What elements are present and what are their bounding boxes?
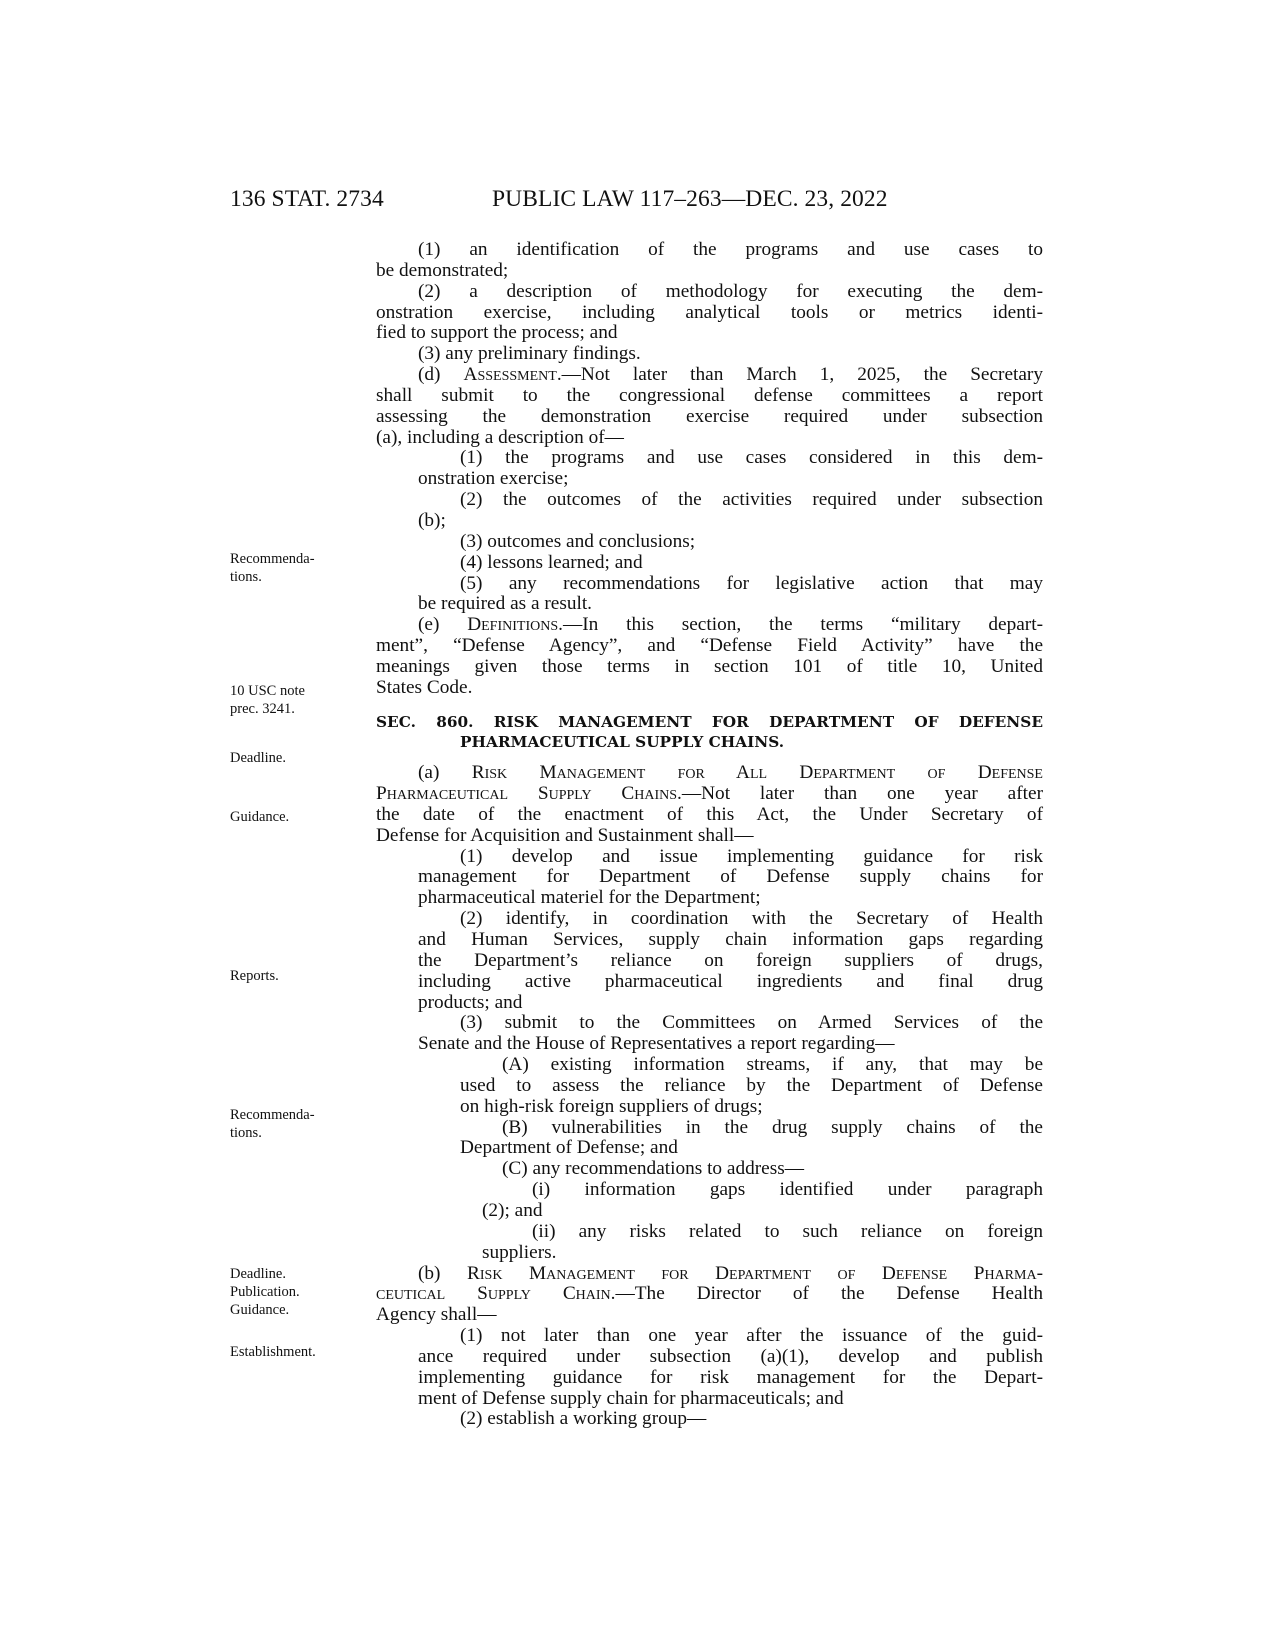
section-860-title: SEC. 860. RISK MANAGEMENT FOR DEPARTMENT OF DEFENSE PHARMACEUTICAL SUPPLY CHAINS. [376,712,1043,752]
margin-note-deadline: Deadline. [230,750,286,766]
margin-note-recommendations-2: Recommenda- tions. [230,1107,315,1141]
paragraph-c1: (1) an identification of the programs and use cases to be demonstrated; [376,239,1043,281]
margin-note-usc: 10 USC note prec. 3241. [230,683,305,717]
clause-aCi: (i) information gaps identified under paragraph (2); and [482,1179,1043,1221]
margin-note-recommendations: Recommenda- tions. [230,551,315,585]
paragraph-c2: (2) a description of methodology for executing the dem- onstration exercise, including analytical tools or metrics identi- fied to support the process; and [376,280,1043,344]
paragraph-b2: (2) establish a working group— [460,1408,707,1430]
subsection-a: (a) Risk Management for All Department of Defense Pharmaceutical Supply Chains.—Not later than one year after the date of the enactment of this Act, the Under Secretary of Defense for Acquisition and Sustainment shall— [376,762,1043,846]
subsection-heading: Definitions [467,614,559,636]
paragraph-d5: (5) any recommendations for legislative action that may be required as a result. [418,572,1043,615]
paragraph-d2: (2) the outcomes of the activities required under subsection (b); [418,489,1043,531]
margin-note-reports: Reports. [230,968,279,984]
clause-aCii: (ii) any risks related to such reliance on foreign suppliers. [482,1220,1043,1263]
running-head-title: PUBLIC LAW 117–263—DEC. 23, 2022 [492,186,888,212]
subsection-e-definitions: (e) Definitions.—In this section, the terms “military depart- ment”, “Defense Agency”, and “Defense Field Activity” have the meanings given those terms in section 101 of title 10, United States Code. [376,614,1043,698]
paragraph-a3: (3) submit to the Committees on Armed Services of the Senate and the House of Representatives a report regarding— [418,1012,1043,1055]
margin-note-guidance: Guidance. [230,809,290,825]
paragraph-d1: (1) the programs and use cases considered in this dem- onstration exercise; [418,447,1043,490]
subsection-heading: Risk Management for Department of Defense Pharma- [467,1262,1043,1284]
subparagraph-aB: (B) vulnerabilities in the drug supply chains of the Department of Defense; and [460,1116,1043,1159]
paragraph-c3: (3) any preliminary findings. [418,343,641,365]
statute-page-number: 136 STAT. 2734 [230,186,384,212]
margin-note-deadline-publication-guidance: Deadline. Publication. Guidance. [230,1266,300,1318]
paragraph-a1: (1) develop and issue implementing guidance for risk management for Department of Defense supply chains for pharmaceutical materiel for the Department; [418,845,1043,909]
paragraph-a2: (2) identify, in coordination with the Secretary of Health and Human Services, supply chain information gaps regarding the Department’s reliance on foreign suppliers of drugs, including active pharmaceutical ingredients and final drug products; and [418,908,1043,1013]
paragraph-d3: (3) outcomes and conclusions; [460,530,696,552]
subsection-heading: Assessment [463,364,557,386]
subparagraph-aC: (C) any recommendations to address— [502,1158,804,1180]
subsection-heading: Risk Management for All Department of Defense [471,762,1043,784]
statute-body [376,240,1043,1430]
paragraph-d4: (4) lessons learned; and [460,551,643,573]
subsection-b: (b) Risk Management for Department of Defense Pharma- ceutical Supply Chain.—The Director of the Defense Health Agency shall— [376,1262,1043,1326]
subparagraph-aA: (A) existing information streams, if any, that may be used to assess the reliance by the Department of Defense on high-risk foreign suppliers of drugs; [460,1054,1043,1117]
paragraph-b1: (1) not later than one year after the issuance of the guid- ance required under subsection (a)(1), develop and publish implementing guidance for risk management for the Depart- ment of Defense supply chain for pharmaceuticals; and [418,1325,1043,1409]
subsection-d-assessment: (d) Assessment.—Not later than March 1, 2025, the Secretary shall submit to the congressional defense committees a report assessing the demonstration exercise required under subsection (a), including a description of— [376,364,1043,448]
margin-note-establishment: Establishment. [230,1344,316,1360]
